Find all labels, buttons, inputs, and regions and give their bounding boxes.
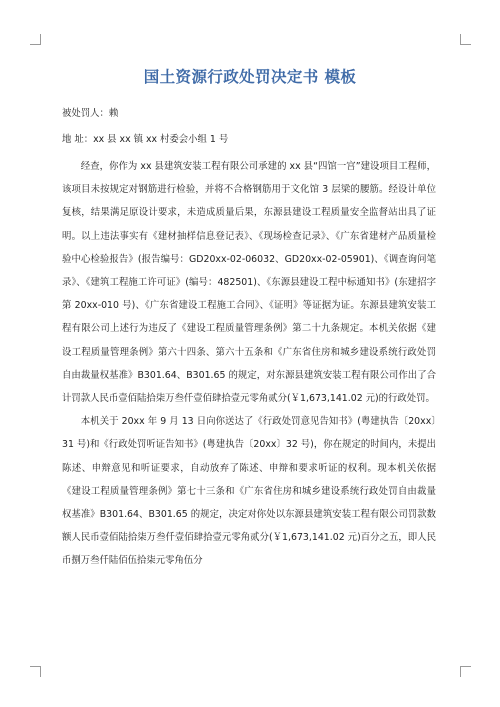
document-body (62, 103, 436, 573)
decision-paragraph: 本机关于 20xx 年 9 月 13 日向你送达了《行政处罚意见告知书》(粤建执告〔20xx〕31 号)和《行政处罚听证告知书》(粤建执告〔20xx〕32 号)，你在规定的时间内，未提出陈述、申辩意见和听证要求，自动放弃了陈述、申辩和要求听证的权利。现本机关依据《建设工程质量管理条例》第七十三条和《广东省住房和城乡建设系统行政处罚自由裁量权基准》B301.64、B301.65 的规定，决定对你处以东源县建筑安装工程有限公司罚款数额人民币壹佰陆拾柒万叁仟壹佰肆拾壹元零角贰分(￥1,673,141.02 元)百分之五，即人民币捌万叁仟陆佰伍拾柒元零角伍分 (62, 416, 436, 567)
crop-mark-top-left (30, 34, 41, 45)
crop-mark-top-right (460, 34, 471, 45)
crop-mark-bottom-left (30, 666, 41, 677)
facts-paragraph: 经查，你作为 xx 县建筑安装工程有限公司承建的 xx 县“四馆一宫”建设项目工程师，该项目未按规定对钢筋进行检验，并将不合格钢筋用于文化馆 3 层梁的腰筋。经设计单位复核，结果满足原设计要求，未造成质量后果，东源县建设工程质量安全监督站出具了证明。以上违法事实有《建材抽样信息登记表》、《现场检查记录》、《广东省建材产品质量检验中心检验报告》(报告编号：GD20xx-02-06032、GD20xx-02-05901)、《调查询问笔录》、《建筑工程施工许可证》(编号：482501)、《东源县建设工程中标通知书》(东建招字第 20xx-010 号)、《广东省建设工程施工合同》、《证明》等证据为证。东源县建筑安装工程有限公司上述行为违反了《建设工程质量管理条例》第二十九条规定。本机关依据《建设工程质量管理条例》第六十四条、第六十五条和《广东省住房和城乡建设系统行政处罚自由裁量权基准》B301.64、B301.65 的规定，对东源县建筑安装工程有限公司作出了合计罚款人民币壹佰陆拾柒万叁仟壹佰肆拾壹元零角贰分(￥1,673,141.02 元)的行政处罚。 (62, 161, 436, 405)
crop-mark-bottom-right (460, 666, 471, 677)
document-title: 国土资源行政处罚决定书 模板 (143, 68, 357, 86)
address-line: 地 址：xx 县 xx 镇 xx 村委会小组 1 号 (62, 134, 229, 145)
punished-party-line: 被处罚人：赖 (62, 108, 119, 119)
